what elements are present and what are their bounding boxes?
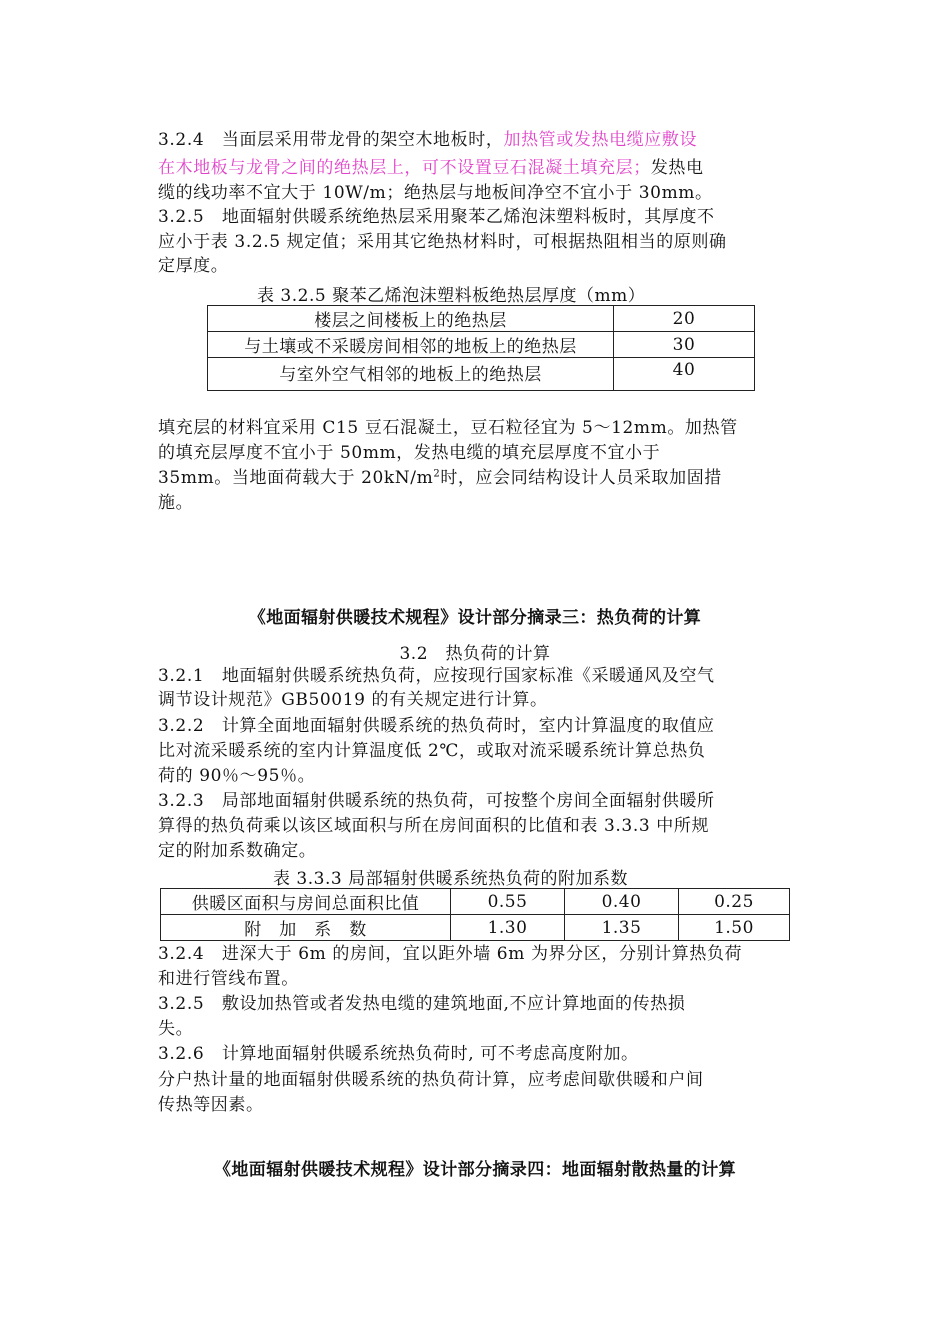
- paragraph-line: 定的附加系数确定。: [158, 841, 317, 861]
- paragraph-line: 的填充层厚度不宜小于 50mm，发热电缆的填充层厚度不宜小于: [158, 443, 661, 463]
- paragraph-line: [158, 156, 798, 180]
- paragraph-line: 3.2.1 地面辐射供暖系统热负荷，应按现行国家标准《采暖通风及空气: [158, 666, 715, 686]
- paragraph-line: 缆的线功率不宜大于 10W/m；绝热层与地板间净空不宜小于 30mm。: [158, 183, 713, 203]
- table-cell: 楼层之间楼板上的绝热层: [208, 306, 614, 332]
- table-caption: 表 3.2.5 聚苯乙烯泡沫塑料板绝热层厚度（mm）: [257, 286, 646, 306]
- paragraph-line: 传热等因素。: [158, 1095, 264, 1115]
- table-row: [161, 915, 790, 941]
- highlighted-text: 在木地板与龙骨之间的绝热层上，可不设置豆石混凝土填充层；: [158, 158, 651, 178]
- table-cell: 1.35: [565, 915, 679, 941]
- table-cell: 30: [614, 332, 755, 358]
- table-cell: 0.25: [679, 889, 790, 915]
- text-span: 35mm。当地面荷载大于 20kN/m: [158, 468, 434, 488]
- paragraph-line: 3.2.3 局部地面辐射供暖系统的热负荷，可按整个房间全面辐射供暖所: [158, 791, 715, 811]
- table-cell: 附 加 系 数: [161, 915, 451, 941]
- paragraph-line: 和进行管线布置。: [158, 969, 299, 989]
- table-cell: 与土壤或不采暖房间相邻的地板上的绝热层: [208, 332, 614, 358]
- text-span: 3.2.4 当面层采用带龙骨的架空木地板时，: [158, 130, 504, 150]
- table-cell: 0.55: [451, 889, 565, 915]
- text-span: 时，应会同结构设计人员采取加固措: [440, 468, 722, 488]
- paragraph-line: 填充层的材料宜采用 C15 豆石混凝土，豆石粒径宜为 5～12mm。加热管: [158, 418, 738, 438]
- paragraph-line: 分户热计量的地面辐射供暖系统的热负荷计算，应考虑间歇供暖和户间: [158, 1070, 704, 1090]
- section-title: 3.2 热负荷的计算: [399, 644, 551, 664]
- paragraph-line: 3.2.5 地面辐射供暖系统绝热层采用聚苯乙烯泡沫塑料板时，其厚度不: [158, 207, 715, 227]
- additional-coefficient-table: [160, 888, 790, 941]
- highlighted-text: 加热管或发热电缆应敷设: [503, 130, 698, 150]
- table-cell: 供暖区面积与房间总面积比值: [161, 889, 451, 915]
- paragraph-line: 3.2.4 进深大于 6m 的房间，宜以距外墙 6m 为界分区，分别计算热负荷: [158, 944, 743, 964]
- table-row: [208, 306, 755, 332]
- paragraph-line: 3.2.6 计算地面辐射供暖系统热负荷时, 可不考虑高度附加。: [158, 1044, 639, 1064]
- text-span: 发热电: [650, 158, 704, 178]
- table-cell: 20: [614, 306, 755, 332]
- superscript: 2: [433, 468, 441, 480]
- paragraph-line: 应小于表 3.2.5 规定值；采用其它绝热材料时，可根据热阻相当的原则确: [158, 232, 727, 252]
- paragraph-line: 3.2.5 敷设加热管或者发热电缆的建筑地面,不应计算地面的传热损: [158, 994, 686, 1014]
- section-heading: 《地面辐射供暖技术规程》设计部分摘录三：热负荷的计算: [248, 608, 702, 628]
- paragraph-line: 3.2.2 计算全面地面辐射供暖系统的热负荷时，室内计算温度的取值应: [158, 716, 715, 736]
- table-cell: 40: [614, 358, 755, 391]
- table-cell: 0.40: [565, 889, 679, 915]
- table-cell: 1.30: [451, 915, 565, 941]
- table-cell: 1.50: [679, 915, 790, 941]
- paragraph-line: 荷的 90％～95％。: [158, 766, 316, 786]
- table-caption: 表 3.3.3 局部辐射供暖系统热负荷的附加系数: [273, 869, 629, 889]
- section-heading: 《地面辐射供暖技术规程》设计部分摘录四：地面辐射散热量的计算: [214, 1160, 736, 1180]
- insulation-thickness-table: [207, 305, 755, 391]
- table-row: [208, 358, 755, 391]
- paragraph-line: 比对流采暖系统的室内计算温度低 2℃，或取对流采暖系统计算总热负: [158, 741, 706, 761]
- table-row: [161, 889, 790, 915]
- table-row: [208, 332, 755, 358]
- paragraph-line: 施。: [158, 493, 194, 513]
- paragraph-line: [158, 128, 798, 152]
- paragraph-line: 失。: [158, 1019, 194, 1039]
- paragraph-line: 调节设计规范》GB50019 的有关规定进行计算。: [158, 690, 548, 710]
- table-cell: 与室外空气相邻的地板上的绝热层: [208, 358, 614, 391]
- paragraph-line: [158, 466, 798, 490]
- paragraph-line: 算得的热负荷乘以该区域面积与所在房间面积的比值和表 3.3.3 中所规: [158, 816, 710, 836]
- paragraph-line: 定厚度。: [158, 256, 229, 276]
